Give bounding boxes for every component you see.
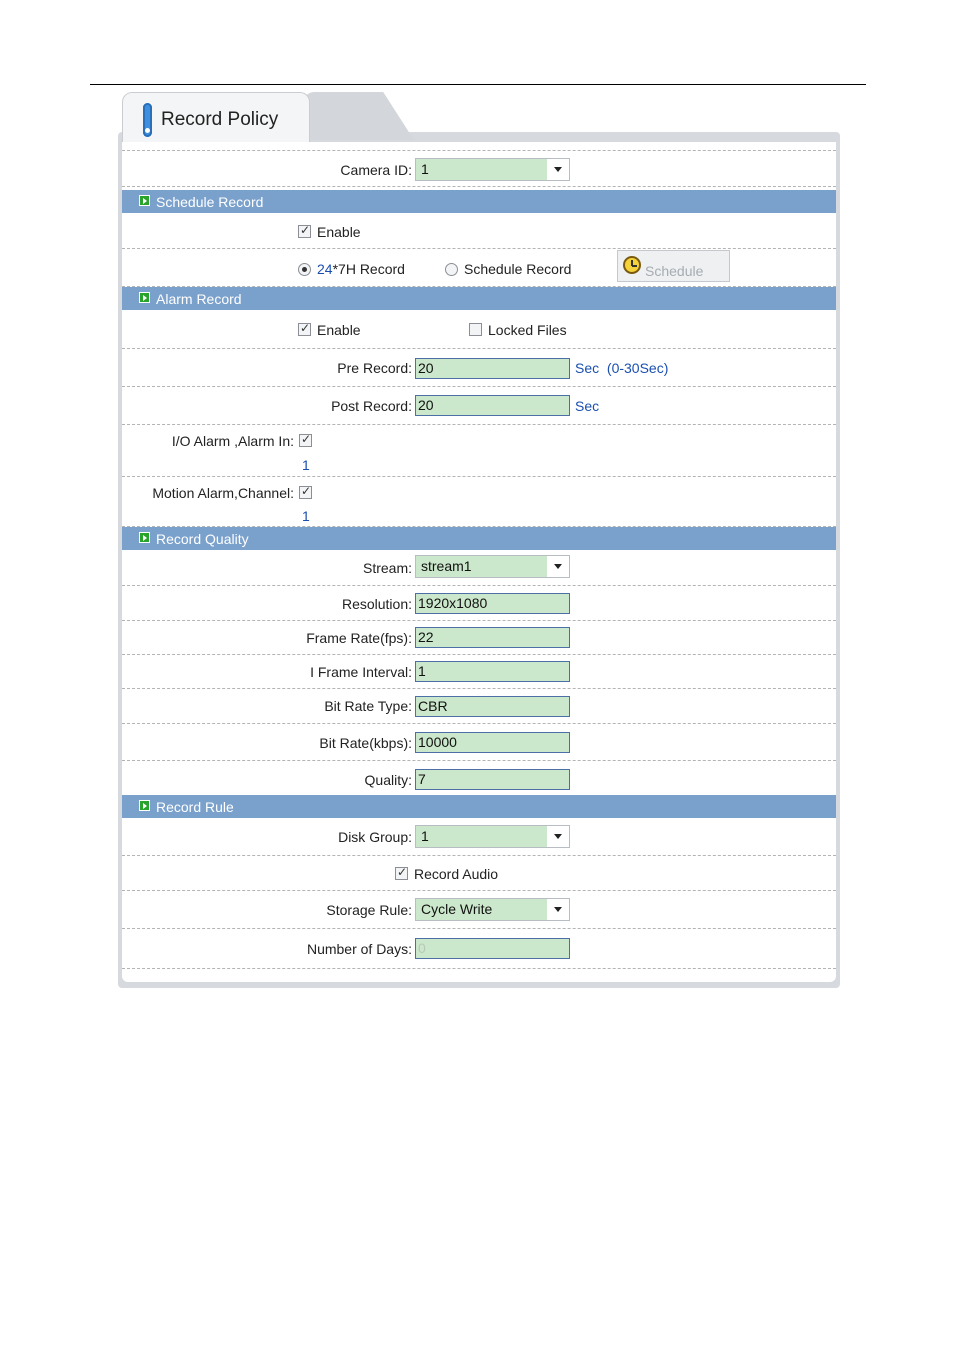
record-audio-label: Record Audio bbox=[414, 866, 499, 882]
alarm-enable-checkbox[interactable] bbox=[298, 323, 311, 336]
section-arrow-icon bbox=[139, 195, 150, 206]
disk-group-row bbox=[122, 818, 836, 856]
storage-rule-label: Storage Rule: bbox=[326, 902, 412, 918]
io-alarm-in-1-checkbox[interactable] bbox=[299, 434, 312, 447]
section-arrow-icon bbox=[139, 532, 150, 543]
schedule-enable-checkbox[interactable] bbox=[298, 225, 311, 238]
radio-24x7-prefix: 24 bbox=[317, 261, 333, 277]
section-arrow-icon bbox=[139, 800, 150, 811]
record-audio-checkbox[interactable] bbox=[395, 867, 408, 880]
resolution-input[interactable]: 1920x1080 bbox=[415, 593, 570, 614]
bitrate-type-label: Bit Rate Type: bbox=[324, 698, 412, 714]
motion-alarm-channel-label: 1 bbox=[302, 508, 310, 524]
section-record-quality bbox=[122, 527, 836, 550]
iframe-interval-label: I Frame Interval: bbox=[310, 664, 412, 680]
disk-group-select[interactable] bbox=[415, 825, 570, 848]
camera-id-value: 1 bbox=[421, 161, 429, 177]
quality-input[interactable]: 7 bbox=[415, 769, 570, 790]
pre-record-range: (0-30Sec) bbox=[606, 360, 669, 376]
storage-rule-row bbox=[122, 891, 836, 929]
io-alarm-row bbox=[122, 425, 836, 477]
number-of-days-input[interactable]: 0 bbox=[415, 938, 570, 959]
pre-record-label: Pre Record: bbox=[337, 360, 412, 376]
alarm-enable-label: Enable bbox=[317, 322, 361, 338]
pre-record-input[interactable]: 20 bbox=[415, 358, 570, 379]
bitrate-label: Bit Rate(kbps): bbox=[319, 735, 412, 751]
motion-alarm-row bbox=[122, 477, 836, 527]
disk-group-value: 1 bbox=[421, 828, 429, 844]
record-audio-row bbox=[122, 856, 836, 891]
pre-record-row bbox=[122, 349, 836, 387]
stream-select[interactable] bbox=[415, 555, 570, 578]
tab-indicator-icon bbox=[143, 103, 152, 137]
camera-id-row bbox=[122, 150, 836, 187]
chevron-down-icon bbox=[547, 556, 569, 577]
radio-schedule-label: Schedule Record bbox=[464, 261, 572, 277]
alarm-enable-row bbox=[122, 310, 836, 349]
stream-label: Stream: bbox=[362, 560, 412, 576]
radio-24x7-rest: *7H Record bbox=[332, 261, 405, 277]
motion-alarm-channel-1-checkbox[interactable] bbox=[299, 486, 312, 499]
section-schedule-record bbox=[122, 190, 836, 213]
tab-strip-right bbox=[304, 92, 414, 140]
chevron-down-icon bbox=[547, 899, 569, 920]
schedule-button-label: Schedule bbox=[645, 263, 704, 279]
bitrate-type-input[interactable]: CBR bbox=[415, 696, 570, 717]
storage-rule-value: Cycle Write bbox=[421, 901, 493, 917]
frame-rate-label: Frame Rate(fps): bbox=[306, 630, 412, 646]
camera-id-label: Camera ID: bbox=[340, 162, 412, 178]
section-alarm-record bbox=[122, 287, 836, 310]
number-of-days-row bbox=[122, 929, 836, 969]
pre-record-unit-text: Sec bbox=[575, 360, 600, 376]
stream-value: stream1 bbox=[421, 558, 472, 574]
quality-row bbox=[122, 761, 836, 795]
storage-rule-select[interactable] bbox=[415, 898, 570, 921]
radio-24x7-label bbox=[317, 261, 405, 277]
schedule-enable-label: Enable bbox=[317, 224, 361, 240]
post-record-label: Post Record: bbox=[331, 398, 412, 414]
tab-title: Record Policy bbox=[161, 109, 279, 130]
radio-schedule-record[interactable] bbox=[445, 263, 458, 276]
schedule-enable-row bbox=[122, 213, 836, 249]
motion-alarm-label: Motion Alarm,Channel: bbox=[152, 485, 294, 501]
bitrate-type-row bbox=[122, 689, 836, 724]
bitrate-row bbox=[122, 724, 836, 761]
section-title: Record Quality bbox=[156, 531, 249, 547]
bitrate-input[interactable]: 10000 bbox=[415, 732, 570, 753]
section-record-rule bbox=[122, 795, 836, 818]
tab-record-policy[interactable] bbox=[122, 92, 310, 149]
section-arrow-icon bbox=[139, 292, 150, 303]
locked-files-checkbox[interactable] bbox=[469, 323, 482, 336]
frame-rate-input[interactable]: 22 bbox=[415, 627, 570, 648]
record-policy-form bbox=[122, 142, 836, 982]
disk-group-label: Disk Group: bbox=[338, 829, 412, 845]
section-title: Schedule Record bbox=[156, 194, 264, 210]
post-record-input[interactable]: 20 bbox=[415, 395, 570, 416]
post-record-row bbox=[122, 387, 836, 425]
schedule-button[interactable] bbox=[617, 250, 730, 282]
quality-label: Quality: bbox=[364, 772, 412, 788]
section-title: Alarm Record bbox=[156, 291, 242, 307]
record-policy-panel bbox=[118, 90, 842, 992]
chevron-down-icon bbox=[547, 159, 569, 180]
clock-icon bbox=[623, 256, 641, 274]
io-alarm-label: I/O Alarm ,Alarm In: bbox=[171, 433, 294, 449]
chevron-down-icon bbox=[547, 826, 569, 847]
resolution-row bbox=[122, 586, 836, 621]
post-record-unit: Sec bbox=[575, 398, 600, 414]
number-of-days-label: Number of Days: bbox=[306, 941, 412, 957]
page-top-rule bbox=[90, 84, 866, 85]
iframe-interval-input[interactable]: 1 bbox=[415, 661, 570, 682]
radio-24x7-record[interactable] bbox=[298, 263, 311, 276]
stream-row bbox=[122, 550, 836, 586]
pre-record-unit bbox=[575, 360, 668, 376]
iframe-interval-row bbox=[122, 655, 836, 689]
resolution-label: Resolution: bbox=[341, 596, 412, 612]
io-alarm-channel-label: 1 bbox=[302, 457, 310, 473]
camera-id-select[interactable] bbox=[415, 158, 570, 181]
section-title: Record Rule bbox=[156, 799, 234, 815]
frame-rate-row bbox=[122, 621, 836, 655]
locked-files-label: Locked Files bbox=[488, 322, 567, 338]
